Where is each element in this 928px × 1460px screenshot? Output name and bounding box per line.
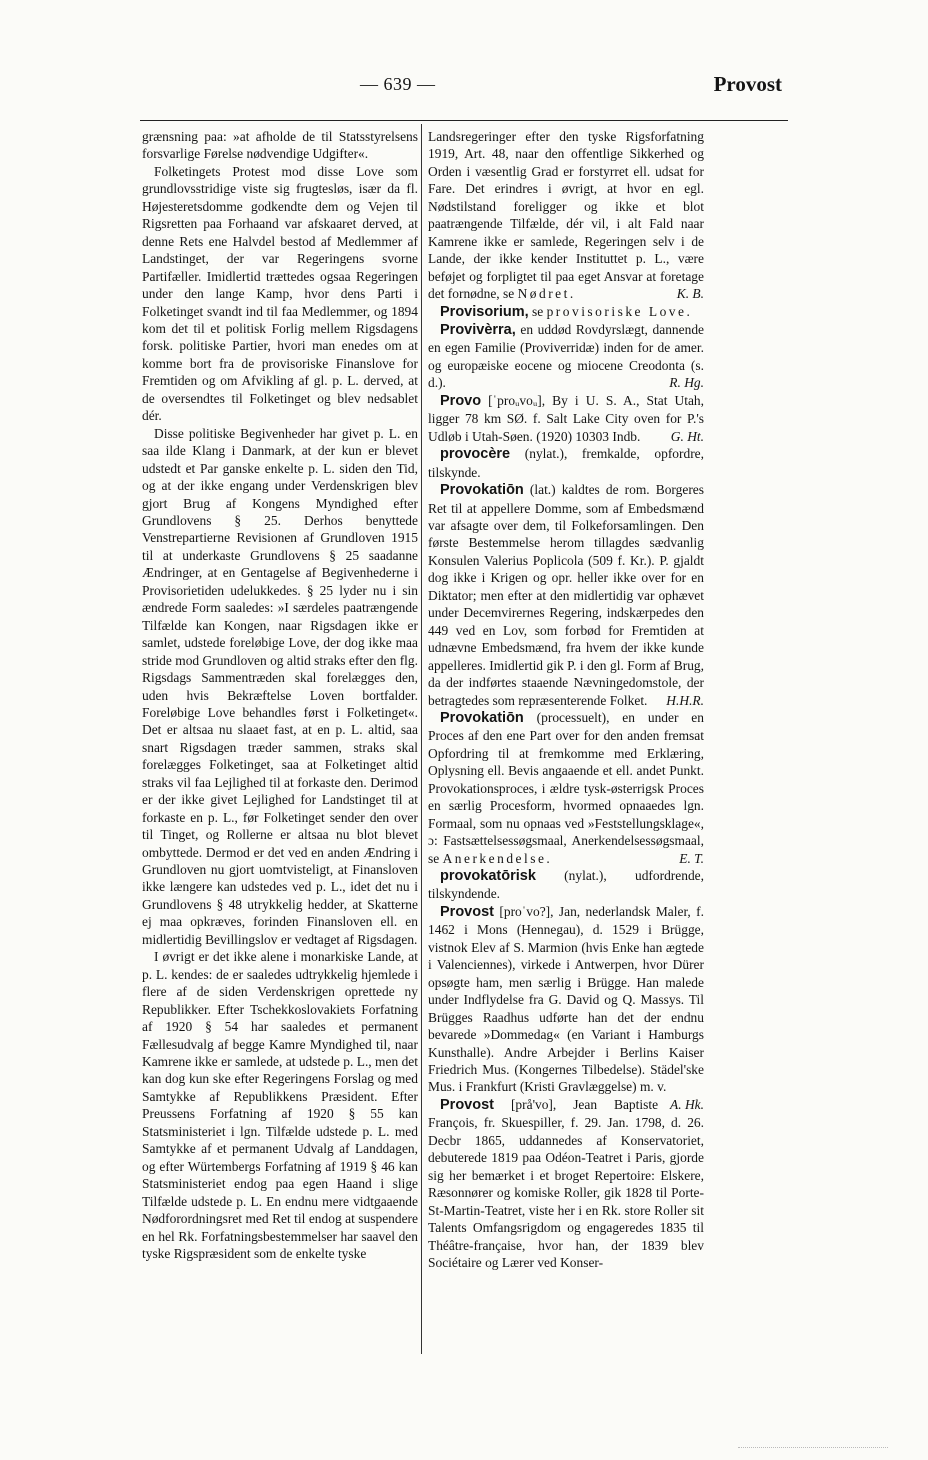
entry-headword: Provost bbox=[440, 1096, 494, 1113]
cross-reference: Anerkendelse. bbox=[442, 850, 553, 866]
author-signature: G. Ht. bbox=[670, 428, 704, 444]
entry-body: (nylat.), fremkalde, opfordre, tilskynde. bbox=[428, 446, 705, 480]
entry-headword: Provokatiōn bbox=[440, 482, 524, 499]
entry-body: [prå'vo], Jean Baptiste François, fr. Skuespiller, f. 29. Jan. 1798, d. 26. Decbr 1865, uddannedes af Konservatoriet, debuterede 1819 paa Odéon-Teatret i Paris, gjorde sig her bemærket i et broget Repertoire: Elskere, Ræsonnører og komiske Roller, gik 1828 til Porte-St-Martin-Teatret, viste her i en Rk. store Roller sit Talents Omfangsrigdom og engageredes 1835 til Théâtre-française, hvor han, der 1839 blev Sociétaire og Lærer ved Konser- bbox=[428, 1096, 704, 1270]
entry-headword: Provokatiōn bbox=[440, 709, 524, 726]
dictionary-entry bbox=[428, 1096, 704, 1272]
paragraph: grænsning paa: »at afholde de til Statsstyrelsens forsvarlige Førelse nødvendige Udgifter«. bbox=[142, 129, 418, 162]
author-signature: E. T. bbox=[679, 850, 704, 866]
right-column bbox=[428, 128, 704, 1271]
dictionary-entry bbox=[428, 321, 704, 392]
entry-headword: Provo bbox=[440, 392, 482, 409]
dictionary-entry bbox=[428, 303, 704, 321]
page-number: — 639 — bbox=[360, 74, 436, 94]
cross-reference: provisoriske Love. bbox=[546, 303, 693, 319]
entry-headword: provokatōrisk bbox=[440, 868, 536, 885]
entry-body: (processuelt), en under en Proces af den ene Part over for den anden fremsat Opfordring til at fremkomme med Erklæring, Oplysning ell. Bevis angaaende et ell. andet Punkt. Provokationsproces, i ældre tysk-østerrigsk Proces en særlig Procesform, hvormed opnaaedes lgn. Formaal, som nu opnaas ved »Feststellungsklage«, ɔ: Fastsættelsessøgsmaal, Anerkendelsessøgsmaal, se bbox=[428, 709, 704, 866]
left-column bbox=[142, 128, 418, 1262]
scan-mark bbox=[738, 1447, 888, 1448]
dictionary-entry bbox=[428, 867, 704, 903]
paragraph: I øvrigt er det ikke alene i monarkiske Lande, at p. L. kendes: de er saaledes udtrykkelig hjemlede i flere af de siden Verdenskrigen oprettede ny Republikker. Efter Tschekkoslovakiets Forfatning af 1920 § 54 har saaledes et permanent Fællesudvalg af begge Kamre Myndighed til, naar Kamrene ikke er samlede, at udstede p. L., men det kan dog kun ske efter Regeringens Forslag og med Samtykke af Republikkens Præsident. Efter Preussens Forfatning af 1920 § 55 kan Statsministeriet i lgn. Tilfælde udstede p. L. med Samtykke af et permanent Udvalg af Landdagen, og efter Würtembergs Forfatning af 1919 § 46 kan Statsministeriet endog paa egen Haand i slige Tilfælde udstede p. L. En endnu mere vidtgaaende Nødforordningsret med Ret til endog at suspendere en hel Rk. Forfatningsbestemmelser har saavel den tyske Rigspræsident som de enkelte tyske bbox=[142, 949, 418, 1261]
author-signature: A. Hk. bbox=[670, 1096, 704, 1112]
entry-body: [proˈvo?], Jan, nederlandsk Maler, f. 1462 i Mons (Hennegau), d. 1529 i Brügge, vistnok Elev af S. Marmion (hvis Enke han ægtede i Valenciennes), virkede i Antwerpen, hvor Dürer opsøgte ham, men særlig i Brügge. Han malede under Indflydelse fra G. David og Q. Massys. Til Brügges Raadhus udførte han det der endnu bevarede »Dommedag« (en Variant i Hamburgs Kunsthalle). Andre Arbejder i Berlins Kaiser Friedrich Mus. (Kongernes Tilbedelse). Städel'ske Mus. i Frankfurt (Kristi Gravlæggelse) m. v. bbox=[428, 903, 704, 1095]
entry-headword: Provivèrra, bbox=[440, 321, 516, 338]
running-head: Provost bbox=[713, 72, 782, 96]
entry-headword: provocère bbox=[440, 446, 511, 463]
dictionary-entry bbox=[428, 481, 704, 709]
entry-body: (nylat.), udfordrende, tilskyndende. bbox=[428, 868, 704, 902]
entry-headword: Provisorium, bbox=[440, 303, 529, 320]
dictionary-entry bbox=[428, 445, 704, 481]
paragraph: Folketingets Protest mod disse Love som grundlovsstridige viste sig frugtesløs, især da fl. Højesteretsdomme godkendte dem og Vejen til Rigsretten paa Forhaand var afskaaret derved, at denne Rets ene Halvdel bestod af Medlemmer af Landstinget, der var Regeringens svorne Partifæller. Imidlertid trættedes ogsaa Regeringen under den lange Kamp, hvor dens Parti i Folketinget svandt ind til faa Medlemmer, og 1894 kom det til et politisk Forlig mellem Rigsdagens forsk. politiske Partier, hvori man enedes om at komme bort fra de provisoriske Finanslove for Fremtiden og om Afvikling af gl. p. L. derved, at de oversendtes til Folketinget og blev nedsablet dér. bbox=[142, 163, 418, 424]
author-signature: R. Hg. bbox=[669, 375, 704, 391]
paragraph: Disse politiske Begivenheder har givet p. L. en saa ilde Klang i Danmark, at der kun er blevet udstedt et Par ganske enkelte p. L. siden den Tid, og at der ikke engang under Verdenskrigen blev gjort Brug af Kongens Myndighed efter Grundlovens § 25. Derhos benyttede Venstrepartierne Revisionen af Grundloven 1915 til at underkaste Grundlovens § 25 saadanne Ændringer, at en Gentagelse af Begivenhederne i Provisorietiden udelukkedes. § 25 lyder nu i sin ændrede Form saaledes: »I særdeles paatrængende Tilfælde kan Kongen, naar Rigsdagen ikke er samlet, udstede foreløbige Love, der dog ikke maa stride mod Grundloven og altid straks efter den flg. Rigsdags Sammentræden skal forelægges den, uden hvis Bekræftelse Loven bortfalder. Foreløbige Love behandles først i Folketinget«. Det er altsaa nu slaaet fast, at en p. L. altid, saa snart Rigsdagen træder sammen, straks skal forelægges Folketinget, saa at Folketinget altid straks vil faa Lejlighed til at forkaste den. Derimod er der ikke givet Lejlighed for Landstinget til at forkaste en p. L., før Folketinget sender den over til Tinget, og Rollerne er altsaa nu blot blevet ombyttede. Dermod er det ved en anden Ændring i Grundloven nu gjort uomtvisteligt, at Finansloven ikke længere kan udstedes ved p. L., idet det nu i Grundlovens § 48 utrykkelig hedder, at Skatterne ej maa opkræves, forinden Finansloven ell. en midlertidig Bevillingslov er vedtaget af Rigsdagen. bbox=[142, 425, 418, 947]
entry-body: (lat.) kaldtes de rom. Borgeres Ret til at appellere Domme, som af Embedsmænd var afsagte over dem, til Folkeforsamlingen. Den første Bestemmelse herom tillagdes sædvanlig Konsulen Valerius Poplicola (509 f. Kr.). P. gjaldt dog ikke i Krigen og opr. heller ikke over for en Diktator; men efter at den midlertidig var ophævet under Decemvirernes Regering, indskærpedes den 449 ved en Lov, som forbød for Fremtiden at udnævne Embedsmænd, fra hvem der ikke kunde appelleres. Imidlertid gik P. i den gl. Form af Brug, da der indførtes staaende Nævningedomstole, der betragtedes som repræsenterende Folket. bbox=[428, 482, 704, 708]
author-signature: K. B. bbox=[676, 286, 704, 302]
dictionary-entry bbox=[428, 903, 704, 1112]
paragraph bbox=[428, 128, 704, 303]
dictionary-entry bbox=[428, 709, 704, 867]
dictionary-entry bbox=[428, 392, 704, 445]
author-signature: H.H.R. bbox=[666, 692, 704, 708]
header-rule bbox=[140, 120, 788, 121]
entry-body: se bbox=[532, 303, 544, 319]
column-divider bbox=[421, 124, 422, 1354]
entry-body: Landsregeringer efter den tyske Rigsforfatning 1919, Art. 48, naar den offentlige Sikkerhed og Orden i væsentlig Grad er forstyrret ell. udsat for Fare. Det erindres i øvrigt, at hvor en egl. Nødstilstand foreligger og ikke et blot paatrængende Tilfælde, dér vil, i alt Fald naar Kamrene ikke er samlede, Regeringen selv i de Lande, der ikke kender Instituttet p. L., være beføjet og forpligtet til paa eget Ansvar at foretage det fornødne, se bbox=[428, 129, 704, 302]
page-header bbox=[0, 74, 928, 104]
entry-body: en uddød Rovdyrslægt, dannende en egen Familie (Proviverridæ) inden for de amer. og europæiske eocene og miocene Creodonta (s. d.). bbox=[428, 321, 705, 391]
entry-headword: Provost bbox=[440, 903, 494, 920]
cross-reference: Nødret. bbox=[517, 286, 576, 302]
entry-body: [ˈproᵤvoᵤ], By i U. S. A., Stat Utah, ligger 78 km SØ. f. Salt Lake City oven for P.'s Udløb i Utah-Søen. (1920) 10303 Indb. bbox=[428, 392, 704, 444]
